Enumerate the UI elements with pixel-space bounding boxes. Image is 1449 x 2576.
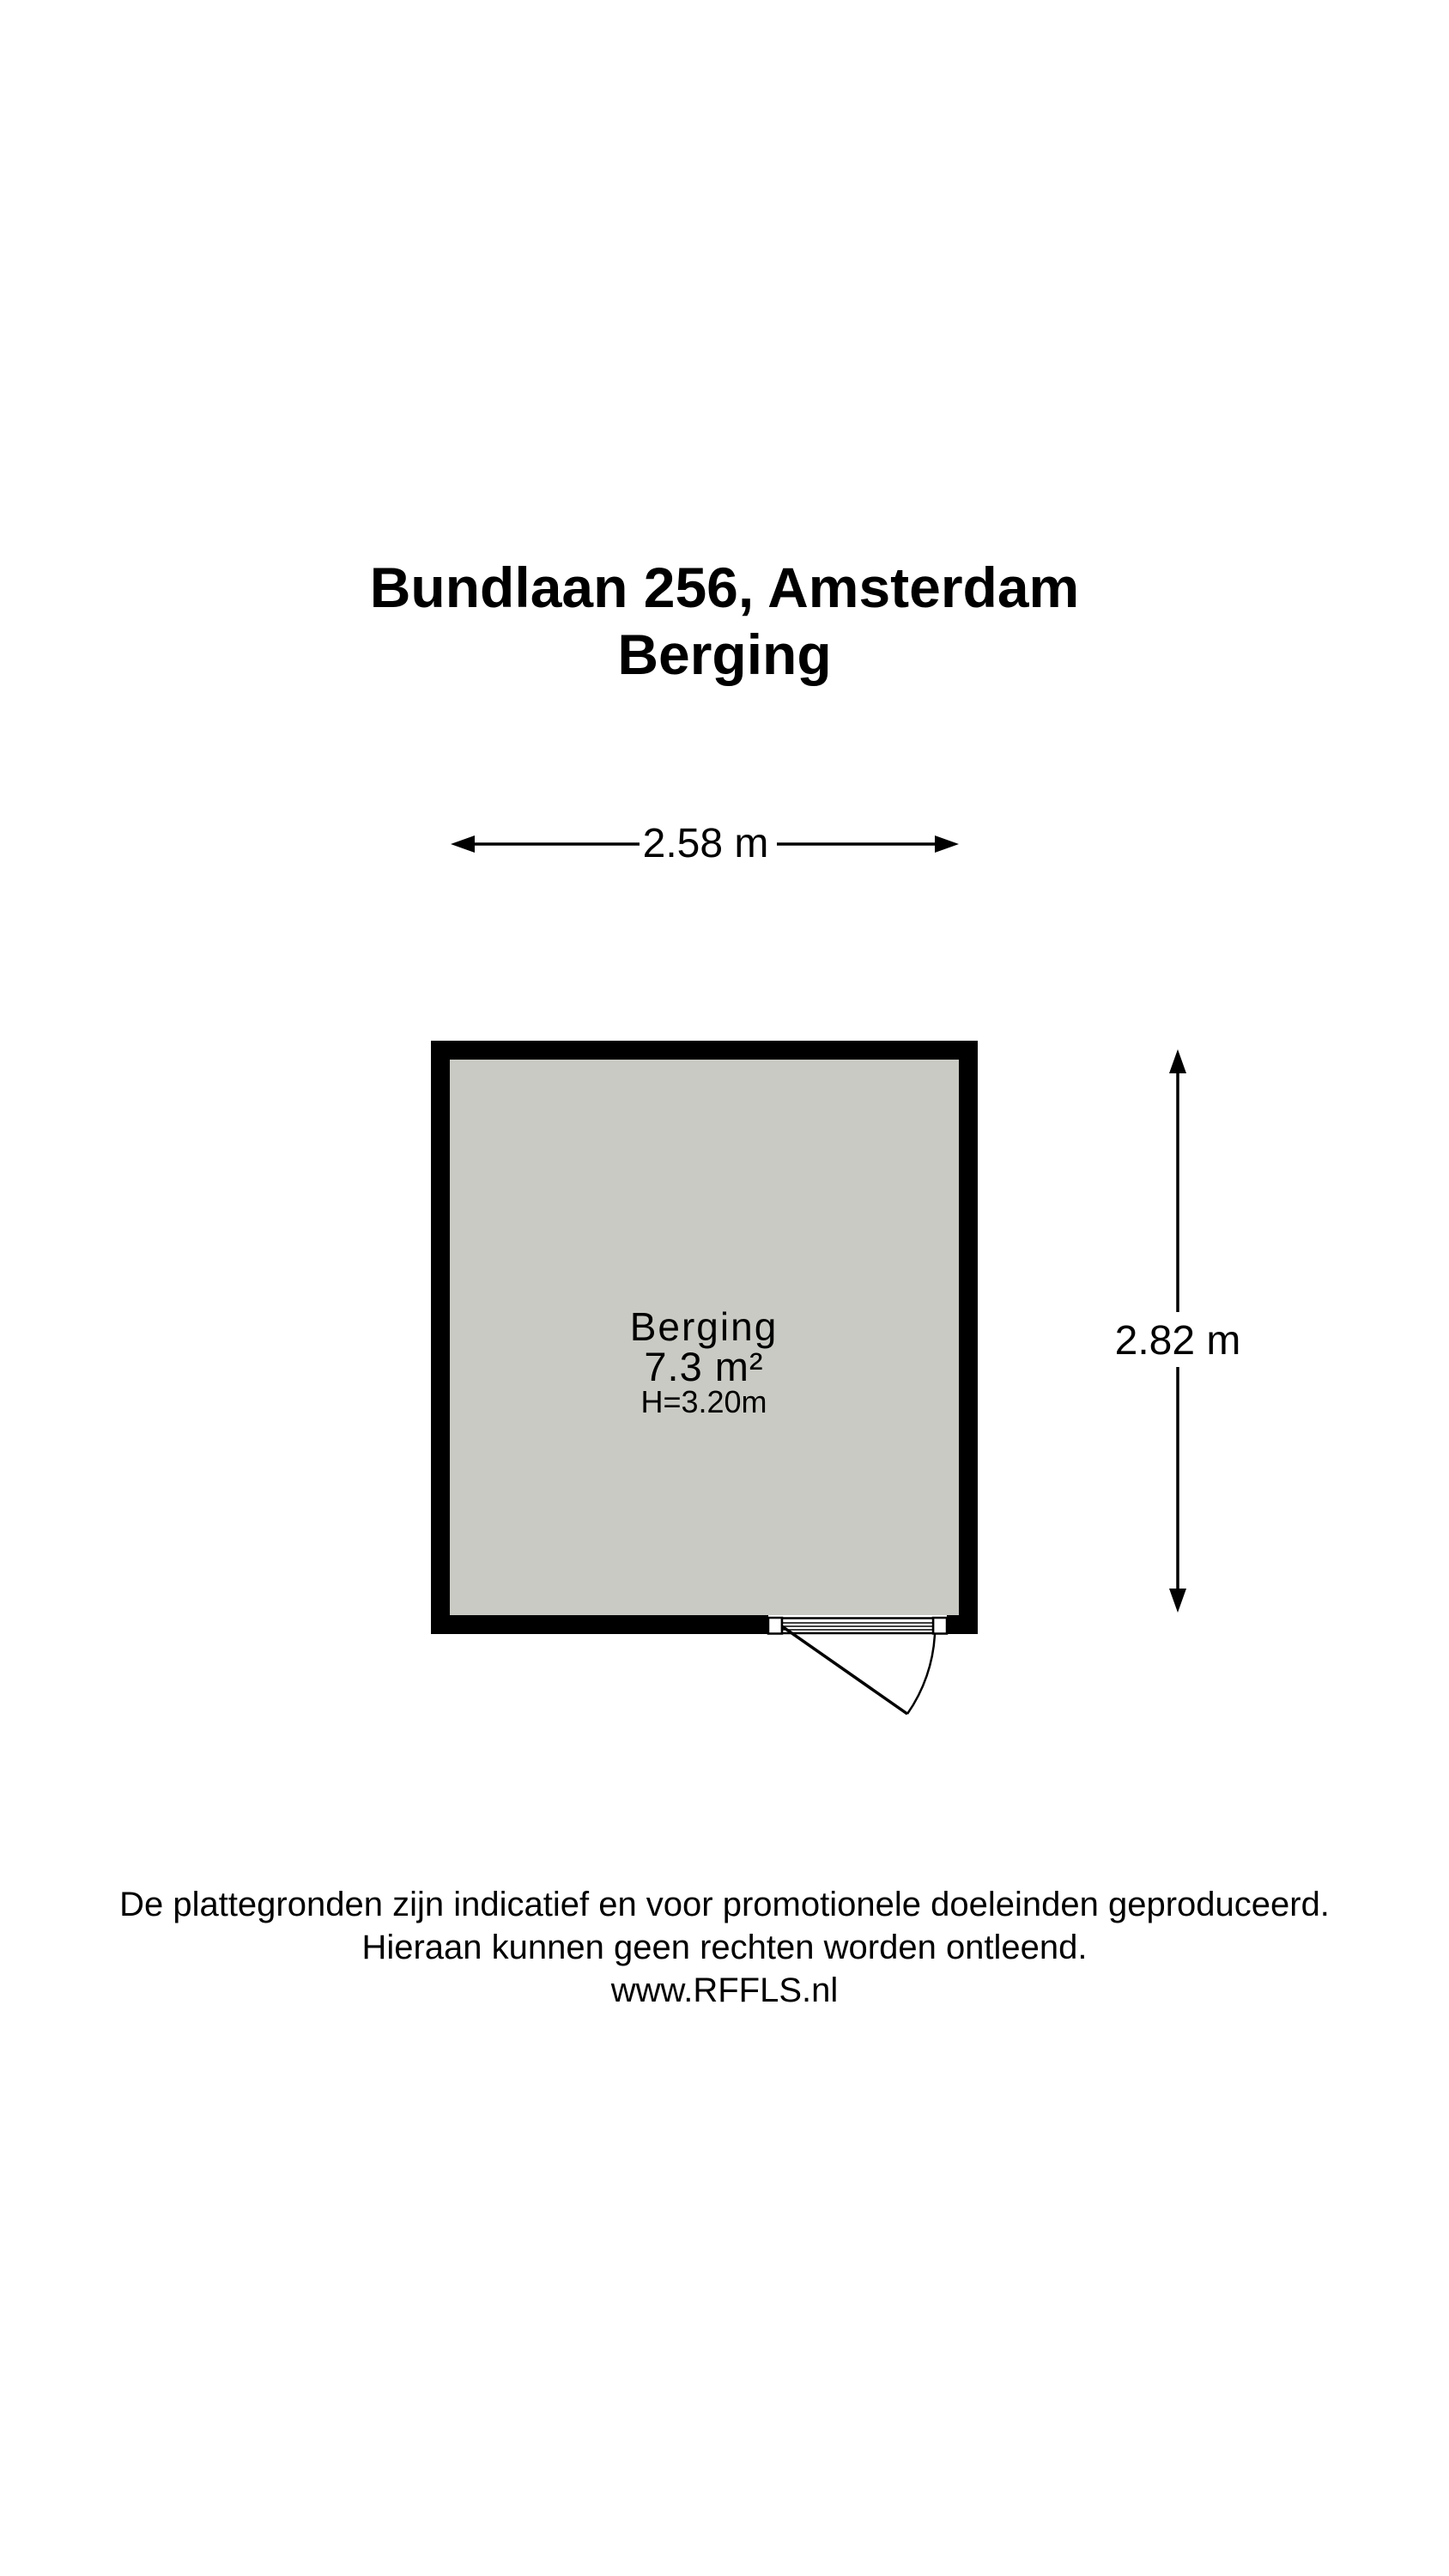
footer-disclaimer-line2: Hieraan kunnen geen rechten worden ontleend. [361, 1929, 1088, 1966]
width-dimension-label: 2.58 m [642, 821, 769, 866]
room-area-label: 7.3 m² [644, 1344, 764, 1389]
door-swing-arc [907, 1634, 935, 1714]
door-leaf [782, 1626, 907, 1714]
room-ceiling-height-label: H=3.20m [640, 1384, 767, 1419]
footer-website: www.RFFLS.nl [610, 1971, 839, 2009]
footer-disclaimer-line1: De plattegronden zijn indicatief en voor promotionele doeleinden geproduceerd. [119, 1886, 1330, 1923]
width-arrowhead-right [935, 835, 959, 853]
width-arrowhead-left [451, 835, 475, 853]
door-left-post [768, 1618, 782, 1634]
page-title-room: Berging [617, 623, 832, 686]
room-name-label: Berging [629, 1304, 779, 1349]
height-arrowhead-bottom [1169, 1589, 1186, 1613]
door-right-post [933, 1618, 947, 1634]
page-title-address: Bundlaan 256, Amsterdam [369, 556, 1080, 619]
height-arrowhead-top [1169, 1049, 1186, 1073]
page-title [0, 554, 1449, 688]
footer-disclaimer [0, 1883, 1449, 2012]
height-dimension-label: 2.82 m [1114, 1318, 1241, 1364]
door-panel [782, 1619, 933, 1634]
